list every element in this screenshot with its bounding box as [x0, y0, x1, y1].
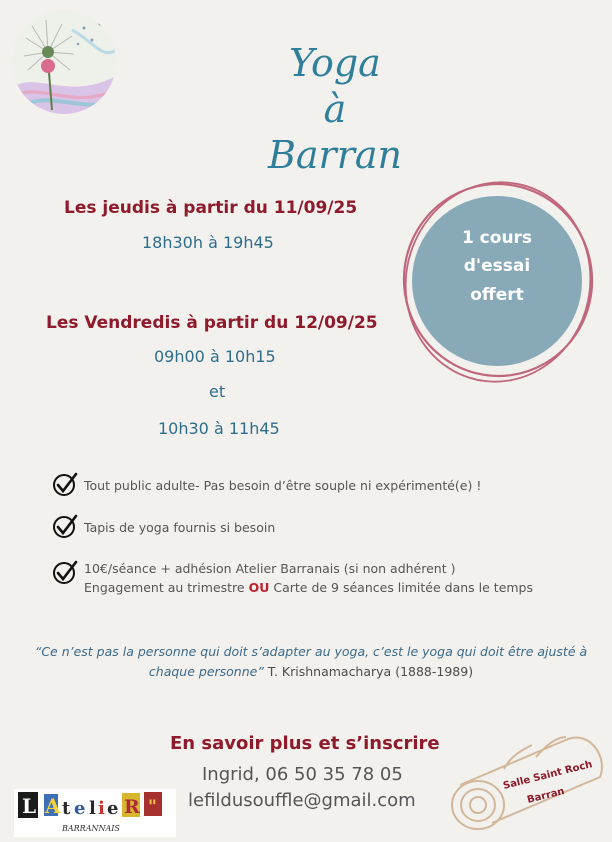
commitment-text-b: Carte de 9 séances limitée dans le temps	[269, 580, 534, 595]
contact-heading: En savoir plus et s’inscrire	[170, 733, 440, 754]
title-line-barran: Barran	[267, 133, 403, 177]
quote-author: T. Krishnamacharya (1888-1989)	[263, 664, 474, 679]
svg-text:BARRANNAIS: BARRANNAIS	[62, 824, 120, 833]
mat-label-line-1: Salle Saint Roch	[502, 759, 594, 792]
checklist-item-mats: Tapis de yoga fournis si besoin	[84, 520, 276, 535]
svg-text:t: t	[62, 798, 71, 819]
svg-text:e: e	[74, 798, 86, 819]
svg-text:L': L'	[22, 794, 43, 818]
title-line-a: à	[323, 87, 347, 131]
atelier-logo	[14, 789, 176, 837]
svg-text:": "	[148, 797, 157, 817]
free-trial-badge	[412, 196, 582, 366]
check-circle-icon	[52, 514, 78, 540]
badge-line-2: d'essai	[463, 256, 531, 276]
svg-text:e: e	[107, 798, 119, 819]
contact-phone: Ingrid, 06 50 35 78 05	[202, 764, 403, 785]
svg-text:i: i	[98, 798, 105, 819]
badge-line-1: 1 cours	[461, 228, 533, 248]
dandelion-illustration	[12, 10, 116, 114]
friday-time-1: 09h00 à 10h15	[154, 347, 276, 366]
thursday-time: 18h30h à 19h45	[142, 233, 274, 252]
mat-label-line-2: Barran	[526, 786, 566, 806]
title-line-yoga: Yoga	[289, 41, 381, 85]
svg-text:l: l	[89, 798, 96, 819]
badge-line-3: offert	[470, 285, 524, 305]
checklist-item-commitment	[84, 580, 533, 595]
friday-heading: Les Vendredis à partir du 12/09/25	[46, 313, 378, 333]
check-circle-icon	[52, 472, 78, 498]
checklist-item-public: Tout public adulte- Pas besoin d’être souple ni expérimenté(e) !	[84, 478, 482, 493]
svg-text:A: A	[45, 794, 61, 818]
contact-email[interactable]: lefildusouffle@gmail.com	[188, 790, 416, 811]
friday-connector: et	[209, 382, 226, 401]
checklist-item-price: 10€/séance + adhésion Atelier Barranais (si non adhérent )	[84, 561, 456, 576]
svg-text:R: R	[124, 796, 140, 818]
thursday-heading: Les jeudis à partir du 11/09/25	[64, 198, 358, 218]
quote-block	[14, 642, 608, 682]
friday-time-2: 10h30 à 11h45	[158, 419, 280, 438]
quote-text: “Ce n’est pas la personne qui doit s’adapter au yoga, c’est le yoga qui doit être ajusté à chaque personne”	[34, 644, 588, 679]
check-circle-icon	[52, 560, 78, 586]
commitment-text-a: Engagement au trimestre	[84, 580, 249, 595]
yoga-mat-illustration	[440, 727, 610, 837]
commitment-or: OU	[248, 580, 270, 595]
page-title	[205, 40, 465, 178]
